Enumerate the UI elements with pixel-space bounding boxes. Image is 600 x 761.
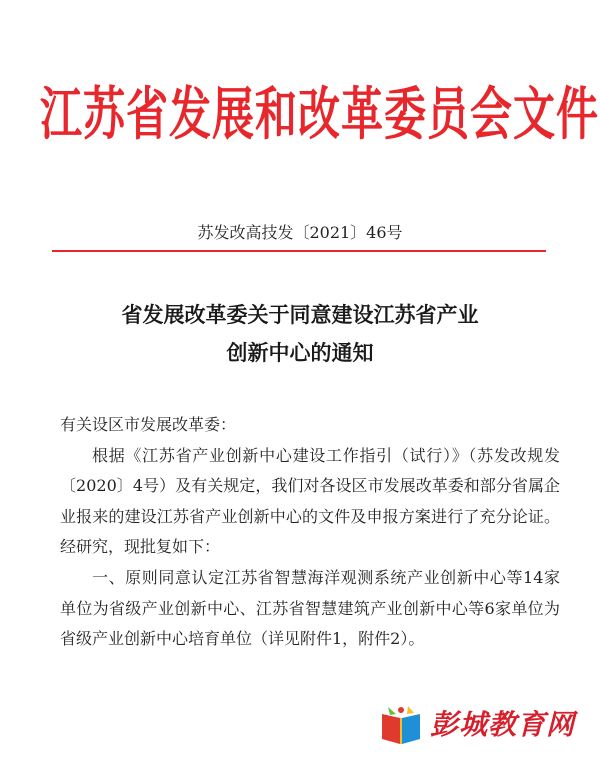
document-number: 苏发改高技发〔2021〕46号 bbox=[197, 223, 403, 242]
open-book-logo-icon bbox=[378, 704, 424, 746]
document-title-line-1: 省发展改革委关于同意建设江苏省产业 bbox=[121, 303, 479, 327]
document-body bbox=[60, 410, 560, 655]
body-paragraph-1: 根据《江苏省产业创新中心建设工作指引（试行）》（苏发改规发〔2020〕4号）及有关规定，我们对各设区市发展改革委和部分省属企业报来的建设江苏省产业创新中心的文件及申报方案进行了充分论证。经研究，现批复如下： bbox=[60, 445, 560, 557]
watermark-text: 彭城教育网 bbox=[430, 708, 576, 741]
site-watermark bbox=[378, 702, 598, 750]
header-red-rule bbox=[52, 250, 546, 252]
document-header-title: 江苏省发展和改革委员会文件 bbox=[40, 80, 600, 147]
body-paragraph-2: 一、原则同意认定江苏省智慧海洋观测系统产业创新中心等14家单位为省级产业创新中心、江苏省智慧建筑产业创新中心等6家单位为省级产业创新中心培育单位（详见附件1，附件2）。 bbox=[60, 567, 560, 649]
document-title-line-2: 创新中心的通知 bbox=[226, 341, 374, 365]
salutation: 有关设区市发展改革委： bbox=[60, 415, 237, 434]
document-title bbox=[0, 296, 600, 372]
